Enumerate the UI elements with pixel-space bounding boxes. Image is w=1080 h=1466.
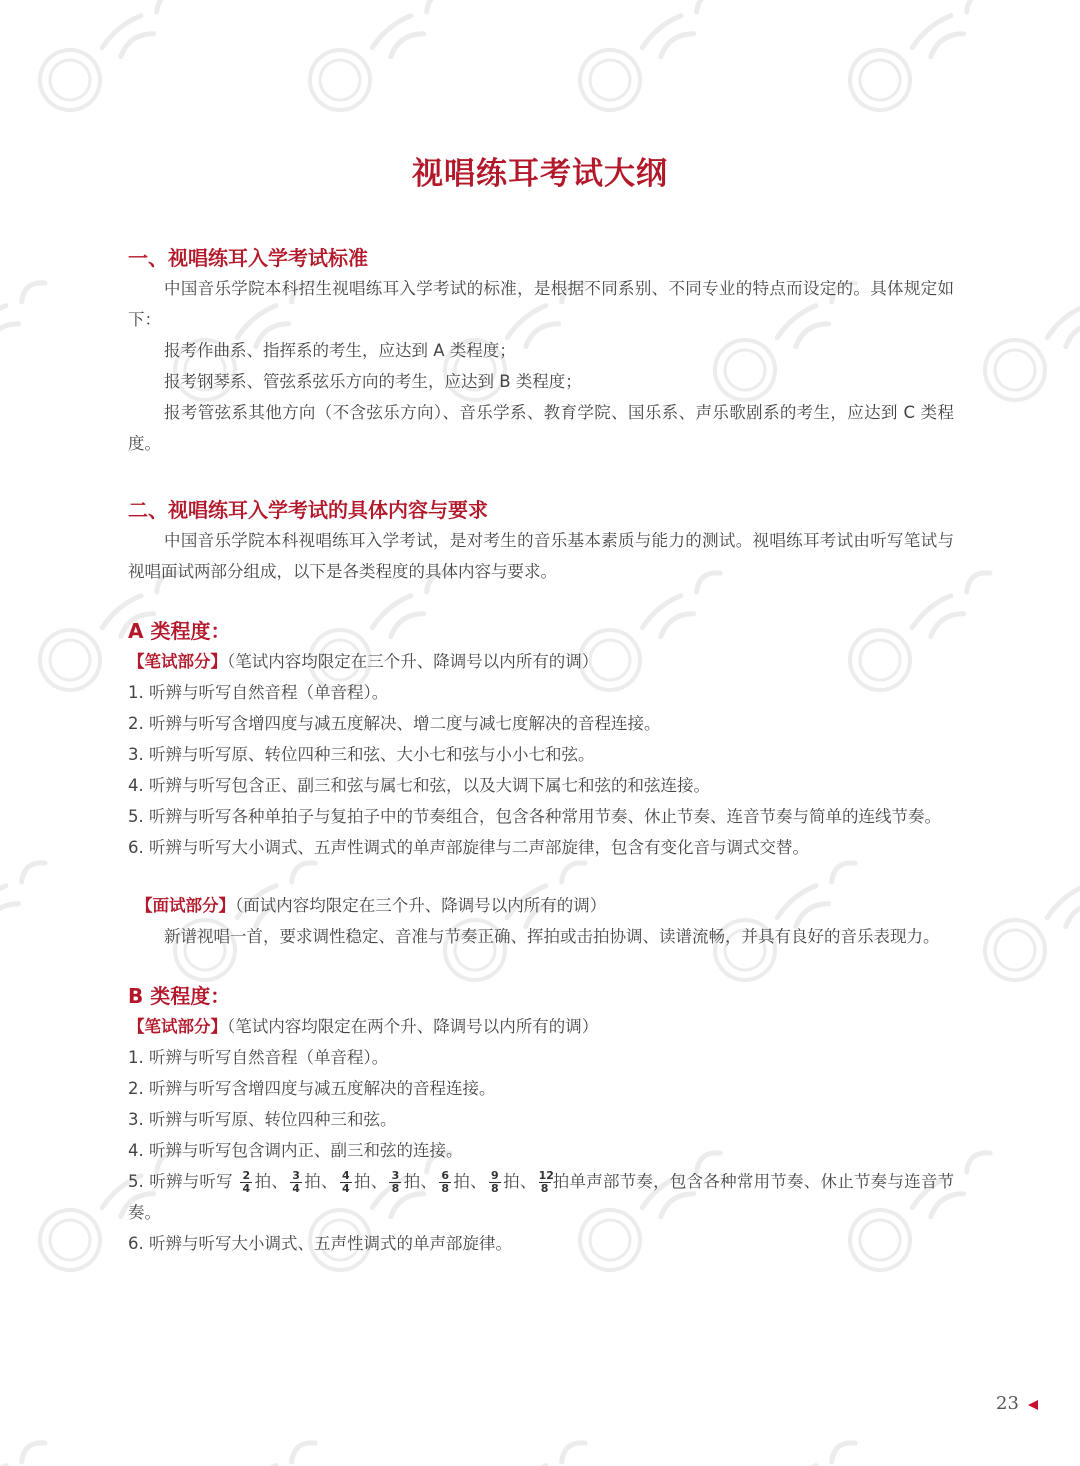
written-part-note: （笔试内容均限定在两个升、降调号以内所有的调）	[227, 1017, 599, 1036]
time-signature	[439, 1171, 451, 1194]
written-part-line	[128, 1011, 954, 1042]
paragraph: 报考钢琴系、管弦系弦乐方向的考生，应达到 B 类程度；	[164, 372, 582, 391]
oral-part-line	[128, 890, 954, 921]
level-heading: B 类程度：	[128, 984, 231, 1008]
time-signature-numerator: 12	[538, 1169, 554, 1182]
time-signature	[489, 1171, 501, 1194]
oral-part-tag: 【面试部分】	[136, 896, 235, 915]
time-signature-denominator: 8	[391, 1182, 400, 1195]
time-signature-denominator: 4	[242, 1182, 251, 1195]
list-item: 4. 听辨与听写包含调内正、副三和弦的连接。	[128, 1141, 463, 1160]
time-signature-text: 拍、	[403, 1172, 438, 1191]
list-item: 2. 听辨与听写含增四度与减五度解决的音程连接。	[128, 1079, 496, 1098]
time-signature	[389, 1171, 401, 1194]
paragraph: 报考作曲系、指挥系的考生，应达到 A 类程度；	[164, 341, 516, 360]
time-signature-denominator: 8	[491, 1182, 499, 1195]
written-part-line	[128, 646, 954, 677]
time-signature	[538, 1169, 554, 1195]
written-part-tag: 【笔试部分】	[128, 652, 227, 671]
section-exam-standards	[128, 243, 954, 459]
list-item-time-signatures	[128, 1166, 954, 1228]
page-title: 视唱练耳考试大纲	[412, 156, 668, 192]
time-signature-text: 拍、	[304, 1172, 338, 1191]
list-item: 1. 听辨与听写自然音程（单音程）。	[128, 1048, 389, 1067]
time-signature-numerator: 2	[240, 1171, 252, 1183]
time-signature-denominator: 8	[441, 1182, 449, 1195]
oral-part-note: （面试内容均限定在三个升、降调号以内所有的调）	[235, 896, 607, 915]
time-signature-numerator: 3	[290, 1171, 302, 1183]
level-heading: A 类程度：	[128, 619, 231, 643]
level-a	[128, 616, 954, 952]
time-signature-denominator: 4	[292, 1182, 300, 1195]
paragraph: 中国音乐学院本科视唱练耳入学考试，是对考生的音乐基本素质与能力的测试。视唱练耳考试由听写笔试与视唱面试两部分组成，以下是各类程度的具体内容与要求。	[128, 531, 954, 581]
time-signature	[240, 1171, 252, 1194]
time-signature-text: 拍、	[502, 1172, 537, 1191]
paragraph: 新谱视唱一首，要求调性稳定、音准与节奏正确、挥拍或击拍协调、读谱流畅，并具有良好的音乐表现力。	[164, 927, 940, 946]
list-item: 4. 听辨与听写包含正、副三和弦与属七和弦，以及大调下属七和弦的和弦连接。	[128, 776, 710, 795]
time-signature	[340, 1171, 352, 1194]
page-arrow-icon	[1028, 1400, 1038, 1410]
written-part-tag: 【笔试部分】	[128, 1017, 227, 1036]
time-signature-numerator: 9	[489, 1171, 501, 1183]
list-item: 6. 听辨与听写大小调式、五声性调式的单声部旋律。	[128, 1234, 512, 1253]
page-number: 23	[996, 1393, 1019, 1414]
time-signature-numerator: 6	[439, 1171, 451, 1183]
time-signature-denominator: 8	[540, 1182, 549, 1195]
time-signature-text: 拍、	[254, 1172, 289, 1191]
time-signature	[290, 1171, 302, 1194]
time-signature-numerator: 3	[389, 1171, 401, 1183]
list-item: 3. 听辨与听写原、转位四种三和弦。	[128, 1110, 397, 1129]
time-signature-text: 拍、	[353, 1172, 388, 1191]
list-item: 1. 听辨与听写自然音程（单音程）。	[128, 683, 389, 702]
written-part-note: （笔试内容均限定在三个升、降调号以内所有的调）	[227, 652, 599, 671]
list-item-prefix: 5. 听辨与听写	[128, 1172, 233, 1191]
list-item: 3. 听辨与听写原、转位四种三和弦、大小七和弦与小小七和弦。	[128, 745, 595, 764]
time-signature-text: 拍单声部节奏，包含各种常用节奏、休止节奏与连音节奏。	[128, 1172, 955, 1222]
page-content	[128, 243, 954, 1259]
section-heading: 二、视唱练耳入学考试的具体内容与要求	[128, 498, 488, 522]
time-signature-text: 拍、	[453, 1172, 487, 1191]
paragraph: 中国音乐学院本科招生视唱练耳入学考试的标准，是根据不同系别、不同专业的特点而设定的。具体规定如下：	[128, 279, 954, 329]
time-signature-numerator: 4	[340, 1171, 352, 1183]
section-heading: 一、视唱练耳入学考试标准	[128, 246, 368, 270]
list-item: 2. 听辨与听写含增四度与减五度解决、增二度与减七度解决的音程连接。	[128, 714, 661, 733]
list-item: 6. 听辨与听写大小调式、五声性调式的单声部旋律与二声部旋律，包含有变化音与调式交替。	[128, 838, 809, 857]
time-signature-denominator: 4	[341, 1182, 350, 1195]
section-content-requirements	[128, 495, 954, 587]
paragraph: 报考管弦系其他方向（不含弦乐方向）、音乐学系、教育学院、国乐系、声乐歌剧系的考生，应达到 C 类程度。	[128, 403, 954, 453]
level-b	[128, 981, 954, 1259]
list-item: 5. 听辨与听写各种单拍子与复拍子中的节奏组合，包含各种常用节奏、休止节奏、连音节奏与简单的连线节奏。	[128, 807, 941, 826]
